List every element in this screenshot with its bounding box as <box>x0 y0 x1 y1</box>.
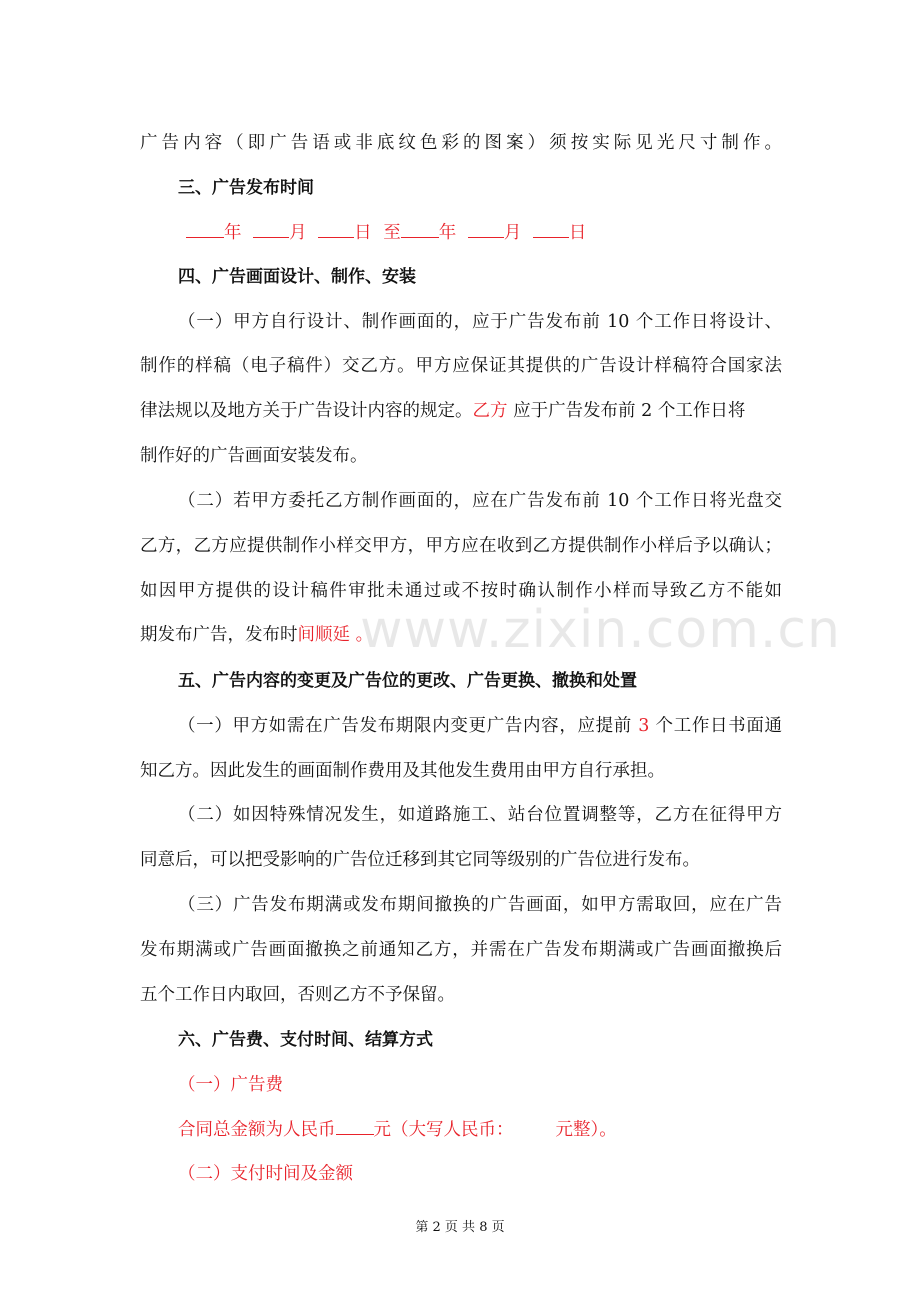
text-span: 律法规以及地方关于广告设计内容的规定。 <box>140 401 473 421</box>
paragraph-line: （一）甲方自行设计、制作画面的，应于广告发布前 10 个工作日将设计、 <box>178 312 782 332</box>
text-span: 期发布广告，发布时 <box>140 625 298 645</box>
paragraph-line: 制作好的广告画面安装发布。 <box>140 446 368 466</box>
amount-blank <box>336 1116 374 1135</box>
section-5-heading: 五、广告内容的变更及广告位的更改、广告更换、撤换和处置 <box>178 671 637 691</box>
paragraph-line: 同意后，可以把受影响的广告位迁移到其它同等级别的广告位进行发布。 <box>140 850 700 870</box>
highlight-text: 间顺延 。 <box>297 625 374 645</box>
year-blank <box>186 219 224 238</box>
to-label: 至 <box>383 223 401 243</box>
text-span: 应于广告发布前 2 个工作日将 <box>507 401 746 421</box>
paragraph-line: （三）广告发布期满或发布期间撤换的广告画面，如甲方需取回，应在广告 <box>178 895 782 915</box>
paragraph-line: 乙方，乙方应提供制作小样交甲方，甲方应在收到乙方提供制作小样后予以确认； <box>140 536 782 556</box>
paragraph-line <box>178 713 782 739</box>
paragraph-line: 制作的样稿（电子稿件）交乙方。甲方应保证其提供的广告设计样稿符合国家法 <box>140 356 782 376</box>
day-blank <box>533 219 569 238</box>
month-label: 月 <box>289 223 307 243</box>
paragraph-line: 广告内容（即广告语或非底纹色彩的图案）须按实际见光尺寸制作。 <box>140 133 782 153</box>
section-3-heading: 三、广告发布时间 <box>178 178 314 198</box>
paragraph-line: 发布期满或广告画面撤换之前通知乙方，并需在广告发布期满或广告画面撤换后 <box>140 940 782 960</box>
contract-amount-line <box>178 1116 617 1143</box>
paragraph-line <box>140 622 373 648</box>
page-footer: 第 2 页 共 8 页 <box>415 1220 505 1235</box>
highlight-text: 3 <box>638 716 650 736</box>
text-span: 个工作日书面通 <box>649 716 783 736</box>
section-6-heading: 六、广告费、支付时间、结算方式 <box>178 1030 433 1050</box>
publish-date-range <box>178 219 586 246</box>
watermark: www.zixin.com.cn <box>360 600 841 660</box>
paragraph-line: （二）如因特殊情况发生，如道路施工、站台位置调整等，乙方在征得甲方 <box>178 805 782 825</box>
paragraph-line: 如因甲方提供的设计稿件审批未通过或不按时确认制作小样而导致乙方不能如 <box>140 581 782 601</box>
section-4-heading: 四、广告画面设计、制作、安装 <box>178 267 416 287</box>
year-label: 年 <box>438 223 457 243</box>
text-span: 元（大写人民币： <box>373 1120 514 1140</box>
year-label: 年 <box>224 223 242 243</box>
text-span: （一）甲方如需在广告发布期限内变更广告内容，应提前 <box>178 716 639 736</box>
year-blank <box>401 219 439 238</box>
text-span: 元整）。 <box>555 1120 617 1140</box>
paragraph-line: 五个工作日内取回，否则乙方不予保留。 <box>140 985 455 1005</box>
paragraph-line: （二）若甲方委托乙方制作画面的，应在广告发布前 10 个工作日将光盘交 <box>178 491 782 511</box>
text-span: 合同总金额为人民币 <box>178 1120 336 1140</box>
day-label: 日 <box>354 223 372 243</box>
month-blank <box>253 219 289 238</box>
paragraph-line <box>140 398 745 424</box>
highlight-text: 乙方 <box>472 401 508 421</box>
subsection-payment: （二）支付时间及金额 <box>178 1164 353 1184</box>
subsection-fee: （一）广告费 <box>178 1075 283 1095</box>
paragraph-line: 知乙方。因此发生的画面制作费用及其他发生费用由甲方自行承担。 <box>140 761 665 781</box>
day-label: 日 <box>568 223 587 243</box>
month-label: 月 <box>503 223 522 243</box>
month-blank <box>468 219 504 238</box>
day-blank <box>318 219 354 238</box>
